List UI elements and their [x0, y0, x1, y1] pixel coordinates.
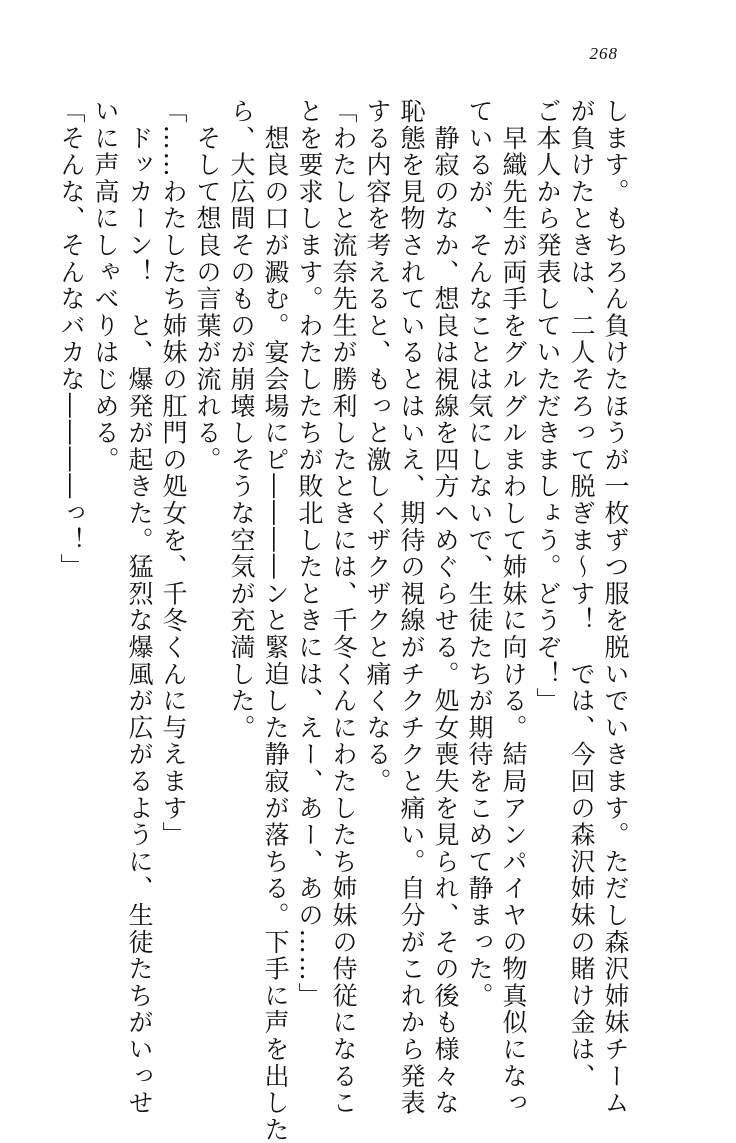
text-line: そして想良の言葉が流れる。 [193, 98, 222, 474]
text-line: 「……わたしたち姉妹の肛門の処女を、千冬くんに与えます」 [159, 98, 188, 849]
text-line: 「わたしと流奈先生が勝利したときには、千冬くんにわたしたち姉妹の侍従になるこ [329, 98, 358, 1117]
vertical-text-body [57, 98, 632, 1143]
text-line: します。もちろん負けたほうが一枚ずつ服を脱いでいきます。ただし森沢姉妹チーム [601, 98, 630, 1117]
text-line: 想良の口が澱む。宴会場にピ――――ンと緊迫した静寂が落ちる。下手に声を出した [261, 98, 290, 1143]
text-line: いに声高にしゃべりはじめる。 [91, 98, 120, 474]
text-line: ご本人から発表していただきましょう。どうぞ！」 [533, 98, 562, 715]
text-line: 早織先生が両手をグルグルまわして姉妹に向ける。結局アンパイヤの物真似になっ [499, 98, 528, 1117]
text-line: 恥態を見物されているとはいえ、期待の視線がチクチクと痛い。自分がこれから発表 [397, 98, 426, 1117]
text-line: ているが、そんなことは気にしないで、生徒たちが期待をこめて静まった。 [465, 98, 494, 1010]
text-line: が負けたときは、二人そろって脱ぎま～す！ では、今回の森沢姉妹の賭け金は、 [567, 98, 596, 1090]
page-number: 268 [589, 44, 618, 63]
text-line: ら、大広間そのものが崩壊しそうな空気が充満した。 [227, 98, 256, 742]
text-line: ドッカーン！ と、爆発が起きた。猛烈な爆風が広がるように、生徒たちがいっせ [125, 98, 154, 1117]
text-line: する内容を考えると、もっと激しくザクザクと痛くなる。 [363, 98, 392, 795]
text-line: 静寂のなか、想良は視線を四方へめぐらせる。処女喪失を見られ、その後も様々な [431, 98, 460, 1117]
text-line: とを要求します。わたしたちが敗北したときには、えー、あー、あの……」 [295, 98, 324, 1010]
text-line: 「そんな、そんなバカな――――っ！」 [57, 98, 86, 581]
